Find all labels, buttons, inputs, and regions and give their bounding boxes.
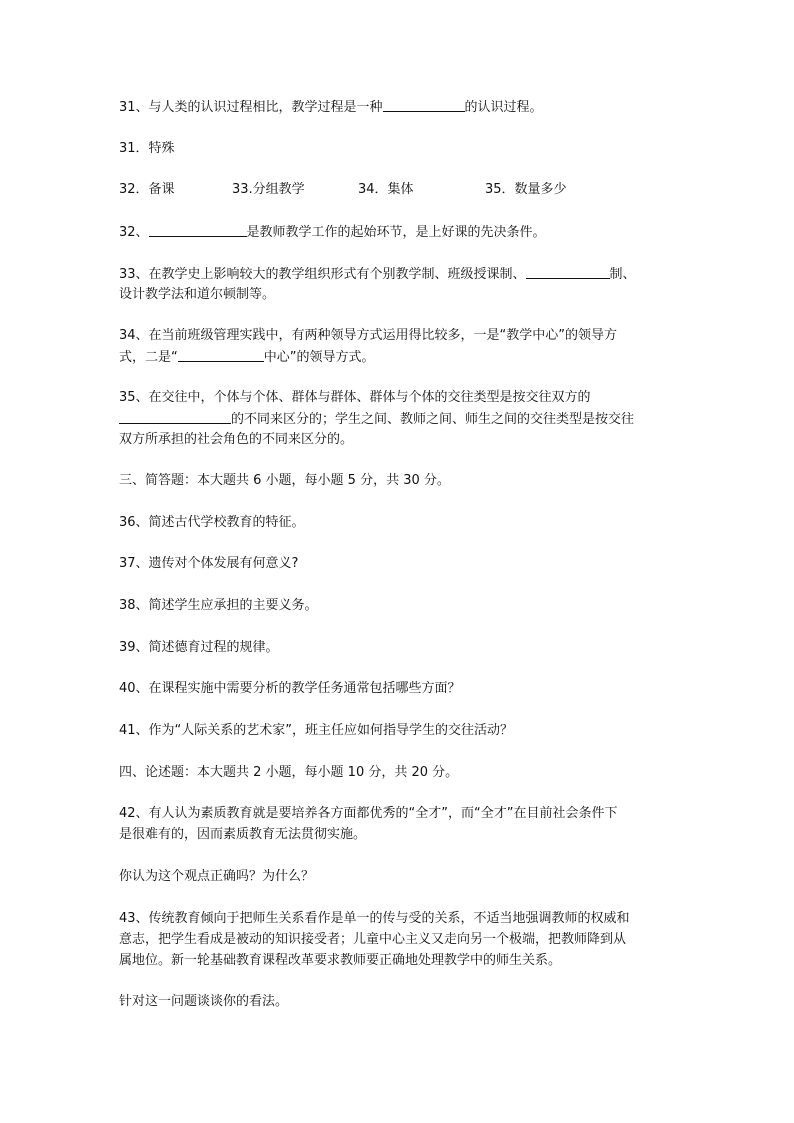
answer-row xyxy=(119,179,679,201)
q35-blank xyxy=(119,409,231,424)
question-33 xyxy=(119,263,679,286)
q42-line2-text: 是很难有的，因而素质教育无法贯彻实施。 xyxy=(119,827,367,842)
answer-item: 33.分组教学 xyxy=(232,182,305,197)
question-35-line2 xyxy=(119,408,679,431)
q32-text-after: 是教师教学工作的起始环节，是上好课的先决条件。 xyxy=(246,225,546,240)
question-37 xyxy=(119,553,679,575)
q34-line1-text: 34、在当前班级管理实践中，有两种领导方式运用得比较多，一是“教学中心”的领导方 xyxy=(119,328,618,343)
answer-item: 31．特殊 xyxy=(119,141,175,156)
q32-text-before: 32、 xyxy=(119,225,149,240)
question-42-line2 xyxy=(119,824,679,846)
q34-text-before: 式，二是“ xyxy=(119,350,178,365)
question-42-ask xyxy=(119,866,679,888)
q37-text: 37、遗传对个体发展有何意义? xyxy=(119,556,299,571)
q34-blank xyxy=(178,347,264,362)
q31-text-after: 的认识过程。 xyxy=(464,100,543,115)
q40-text: 40、在课程实施中需要分析的教学任务通常包括哪些方面？ xyxy=(119,681,461,696)
q35-text-after: 的不同来区分的；学生之间、教师之间、师生之间的交往类型是按交往 xyxy=(231,412,635,427)
question-40 xyxy=(119,678,679,700)
q31-text-before: 31、与人类的认识过程相比，教学过程是一种 xyxy=(119,100,383,115)
q35-line3-text: 双方所承担的社会角色的不同来区分的。 xyxy=(119,432,354,447)
question-43 xyxy=(119,908,679,930)
question-33-line2 xyxy=(119,284,679,306)
q35-line1-text: 35、在交往中，个体与个体、群体与群体、群体与个体的交往类型是按交往双方的 xyxy=(119,390,591,405)
q41-text: 41、作为“人际关系的艺术家”，班主任应如何指导学生的交往活动？ xyxy=(119,723,514,738)
question-35-line3 xyxy=(119,429,679,451)
q39-text: 39、简述德育过程的规律。 xyxy=(119,640,279,655)
section-4-text: 四、论述题：本大题共 2 小题，每小题 10 分，共 20 分。 xyxy=(119,765,459,780)
question-32 xyxy=(119,221,679,244)
q36-text: 36、简述古代学校教育的特征。 xyxy=(119,515,305,530)
section-3-text: 三、简答题：本大题共 6 小题，每小题 5 分，共 30 分。 xyxy=(119,473,450,488)
q43-line2-text: 意志，把学生看成是被动的知识接受者；儿童中心主义又走向另一个极端，把教师降到从 xyxy=(119,932,627,947)
q42-ask-text: 你认为这个观点正确吗？为什么？ xyxy=(119,869,315,884)
q32-blank xyxy=(149,222,247,237)
q33-blank xyxy=(526,264,610,279)
section-4-heading xyxy=(119,762,679,784)
q34-text-after: 中心”的领导方式。 xyxy=(263,350,375,365)
question-34-line2 xyxy=(119,346,679,369)
q38-text: 38、简述学生应承担的主要义务。 xyxy=(119,598,318,613)
answer-item: 34．集体 xyxy=(358,182,414,197)
q43-line1-text: 43、传统教育倾向于把师生关系看作是单一的传与受的关系，不适当地强调教师的权威和 xyxy=(119,911,630,926)
q42-line1-text: 42、有人认为素质教育就是要培养各方面都优秀的“全才”，而“全才”在目前社会条件下 xyxy=(119,806,618,821)
q33-text-before: 33、在教学史上影响较大的教学组织形式有个别教学制、班级授课制、 xyxy=(119,267,526,282)
question-38 xyxy=(119,595,679,617)
question-31 xyxy=(119,96,679,119)
question-34 xyxy=(119,325,679,347)
question-42 xyxy=(119,803,679,825)
q43-line3-text: 属地位。新一轮基础教育课程改革要求教师要正确地处理教学中的师生关系。 xyxy=(119,953,562,968)
section-3-heading xyxy=(119,470,679,492)
question-39 xyxy=(119,637,679,659)
q43-ask-text: 针对这一问题谈谈你的看法。 xyxy=(119,994,289,1009)
question-36 xyxy=(119,512,679,534)
q33-line2-text: 设计教学法和道尔顿制等。 xyxy=(119,287,276,302)
question-43-line2 xyxy=(119,929,679,951)
q31-blank xyxy=(383,97,465,112)
answer-item: 35．数量多少 xyxy=(485,182,567,197)
q33-text-after: 制、 xyxy=(609,267,636,282)
question-35 xyxy=(119,387,679,409)
question-41 xyxy=(119,720,679,742)
question-43-line3 xyxy=(119,950,679,972)
answer-31 xyxy=(119,138,679,160)
question-43-ask xyxy=(119,991,679,1013)
answer-item: 32．备课 xyxy=(119,182,175,197)
